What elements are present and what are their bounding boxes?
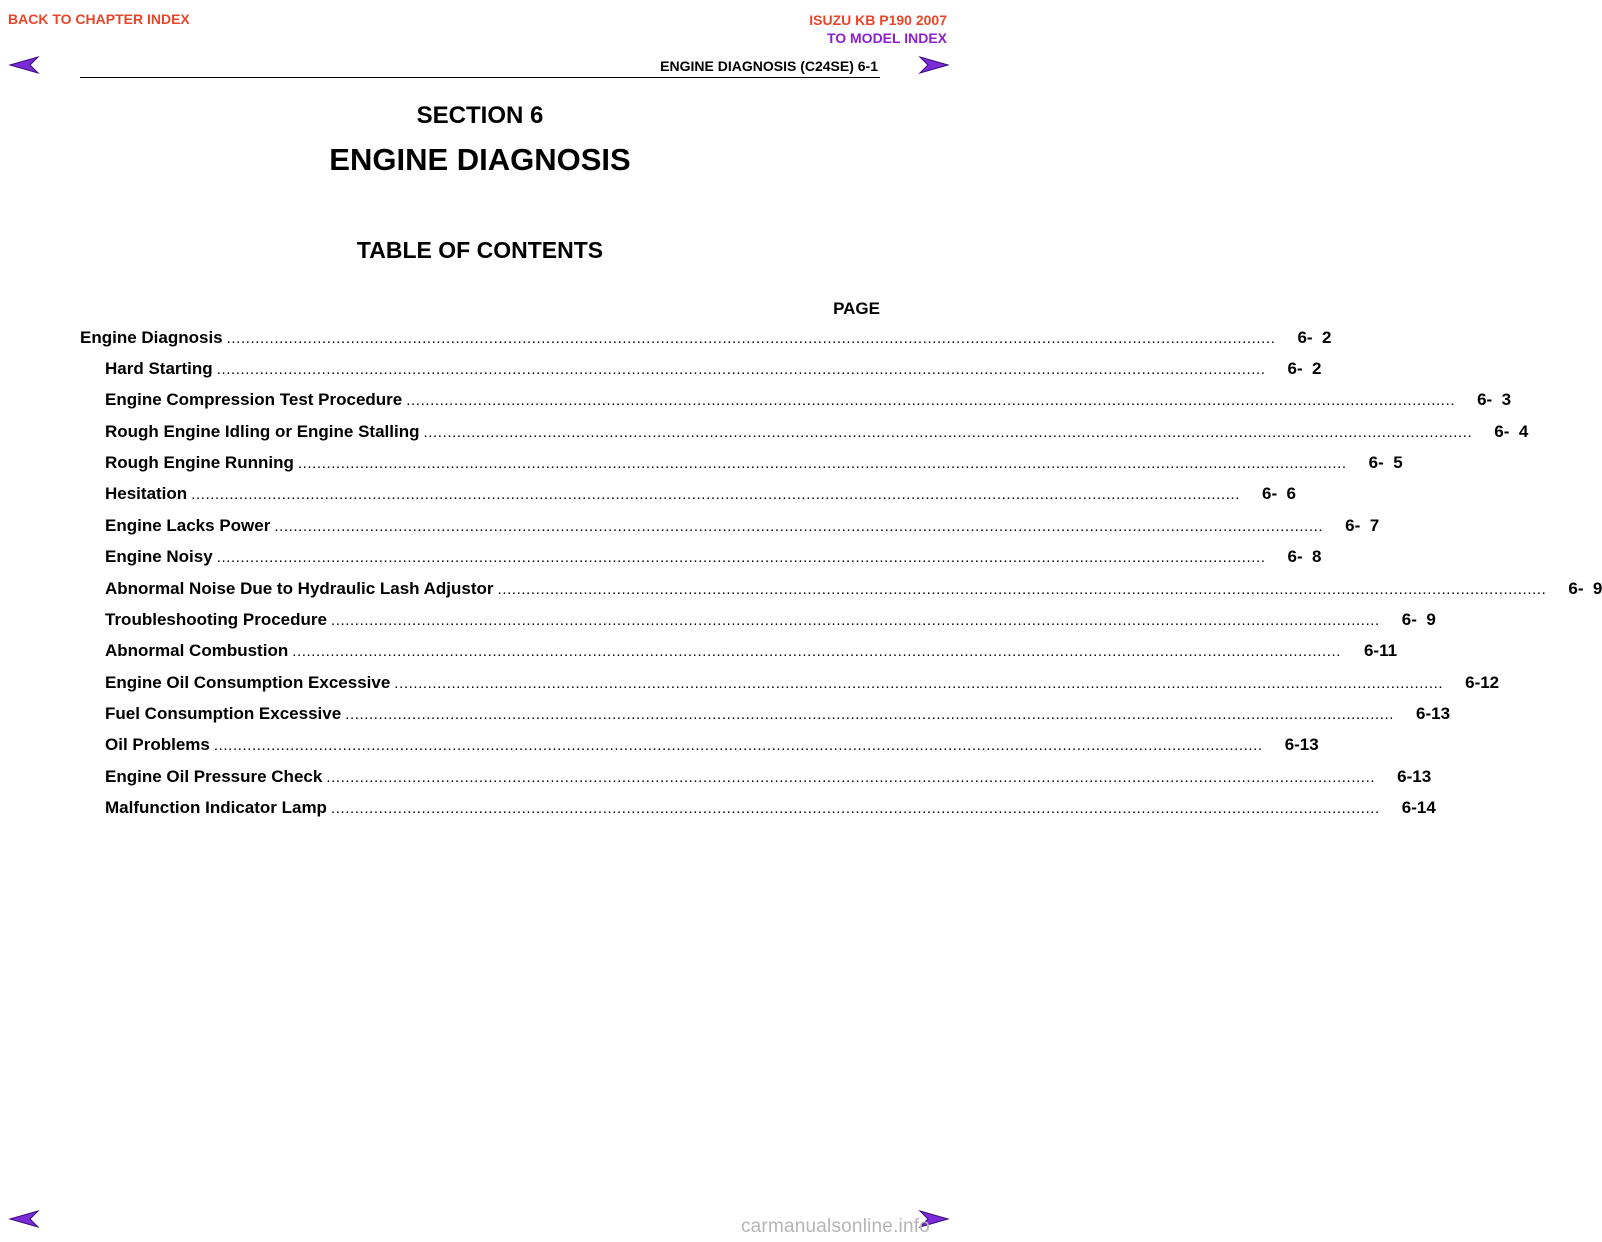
- leader-dots: ............................................................................................................................................................................................................................: [330, 800, 1380, 817]
- back-to-chapter-index-link[interactable]: BACK TO CHAPTER INDEX: [8, 11, 190, 27]
- watermark: carmanualsonline.info: [740, 1216, 930, 1237]
- toc-entry[interactable]: [105, 516, 1380, 544]
- toc-entry-page: 6-13: [1416, 704, 1451, 723]
- toc-entry-label: Engine Compression Test Procedure: [105, 390, 403, 409]
- toc-entry-label: Oil Problems: [105, 735, 210, 754]
- toc-entry-label: Engine Lacks Power: [105, 516, 271, 535]
- toc-entry-label: Hesitation: [105, 484, 188, 503]
- leader-dots: ............................................................................................................................................................................................................................: [216, 549, 1266, 566]
- toc-entry-label: Engine Noisy: [105, 547, 213, 566]
- leader-dots: ............................................................................................................................................................................................................................: [297, 455, 1347, 472]
- toc-entry-page: 6- 9: [1401, 610, 1436, 629]
- leader-dots: ............................................................................................................................................................................................................................: [406, 392, 1456, 409]
- toc-entry[interactable]: [105, 641, 1398, 669]
- toc-entry-page: 6- 8: [1287, 547, 1322, 566]
- toc-heading: TABLE OF CONTENTS: [356, 237, 604, 263]
- toc-entry[interactable]: [105, 484, 1297, 512]
- toc-entry-label: Engine Oil Consumption Excessive: [105, 673, 391, 692]
- to-model-index-link[interactable]: TO MODEL INDEX: [826, 30, 947, 46]
- toc-entry-label: Abnormal Noise Due to Hydraulic Lash Adjustor: [105, 579, 494, 598]
- section-number: SECTION 6: [416, 102, 544, 129]
- toc-entry-page: 6- 2: [1297, 328, 1332, 347]
- toc-entry-label: Fuel Consumption Excessive: [105, 704, 342, 723]
- leader-dots: ............................................................................................................................................................................................................................: [191, 486, 1241, 503]
- leader-dots: ............................................................................................................................................................................................................................: [274, 518, 1324, 535]
- leader-dots: ............................................................................................................................................................................................................................: [213, 737, 1263, 754]
- next-page-arrow-icon[interactable]: [918, 56, 950, 74]
- toc-entry-page: 6-13: [1284, 735, 1319, 754]
- leader-dots: ............................................................................................................................................................................................................................: [216, 361, 1266, 378]
- toc-entry[interactable]: [105, 359, 1322, 387]
- toc-entry-page: 6- 3: [1477, 390, 1512, 409]
- toc-entry-page: 6- 4: [1494, 422, 1529, 441]
- toc-entry[interactable]: [105, 798, 1436, 826]
- toc-entry[interactable]: [105, 547, 1322, 575]
- toc-entry-page: 6-13: [1397, 767, 1432, 786]
- leader-dots: ............................................................................................................................................................................................................................: [394, 675, 1444, 692]
- prev-page-arrow-icon[interactable]: [8, 56, 40, 74]
- leader-dots: ............................................................................................................................................................................................................................: [326, 769, 1376, 786]
- chapter-title: ENGINE DIAGNOSIS: [329, 142, 631, 177]
- toc-entry-page: 6- 9: [1568, 579, 1602, 598]
- toc-entry[interactable]: [80, 328, 1332, 356]
- page-column-label: PAGE: [833, 299, 880, 318]
- toc-entry[interactable]: [105, 704, 1451, 732]
- toc-entry[interactable]: [105, 422, 1529, 450]
- leader-dots: ............................................................................................................................................................................................................................: [292, 643, 1342, 660]
- model-title: ISUZU KB P190 2007: [809, 12, 947, 28]
- toc-entry-page: 6-14: [1401, 798, 1436, 817]
- toc-entry[interactable]: [105, 735, 1319, 763]
- prev-page-arrow-icon[interactable]: [8, 1210, 40, 1228]
- toc-entry-label: Abnormal Combustion: [105, 641, 289, 660]
- toc-entry-page: 6- 6: [1262, 484, 1297, 503]
- toc-entry[interactable]: [105, 453, 1403, 481]
- toc-entry-page: 6-12: [1465, 673, 1500, 692]
- header-rule: [80, 77, 880, 78]
- leader-dots: ............................................................................................................................................................................................................................: [497, 581, 1547, 598]
- toc-entry-page: 6- 7: [1345, 516, 1380, 535]
- toc-entry-label: Rough Engine Running: [105, 453, 294, 472]
- toc-entry[interactable]: [105, 767, 1432, 795]
- toc-entry-label: Engine Oil Pressure Check: [105, 767, 323, 786]
- toc-entry[interactable]: [105, 390, 1512, 418]
- leader-dots: ............................................................................................................................................................................................................................: [345, 706, 1395, 723]
- toc-entry-label: Hard Starting: [105, 359, 213, 378]
- toc-entry-label: Malfunction Indicator Lamp: [105, 798, 327, 817]
- toc-entry[interactable]: [105, 610, 1436, 638]
- toc-entry-label: Troubleshooting Procedure: [105, 610, 327, 629]
- model-header: [809, 11, 947, 47]
- toc-entry[interactable]: [105, 673, 1500, 701]
- toc-entry-label: Rough Engine Idling or Engine Stalling: [105, 422, 420, 441]
- leader-dots: ............................................................................................................................................................................................................................: [330, 612, 1380, 629]
- toc-entry-label: Engine Diagnosis: [80, 328, 223, 347]
- toc-entry[interactable]: [105, 579, 1602, 607]
- leader-dots: ............................................................................................................................................................................................................................: [226, 330, 1276, 347]
- toc-entry-page: 6-11: [1363, 641, 1398, 660]
- running-head: ENGINE DIAGNOSIS (C24SE) 6-1: [660, 58, 878, 74]
- toc-entry-page: 6- 5: [1368, 453, 1403, 472]
- leader-dots: ............................................................................................................................................................................................................................: [423, 424, 1473, 441]
- toc-entry-page: 6- 2: [1287, 359, 1322, 378]
